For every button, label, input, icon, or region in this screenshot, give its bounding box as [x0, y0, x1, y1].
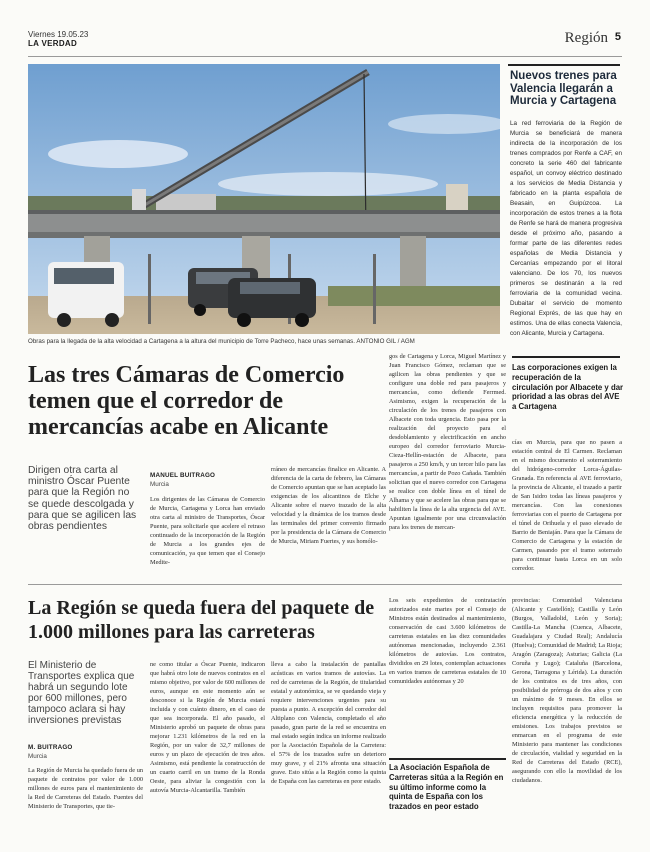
article-2-column-5: provincias: Comunidad Valenciana (Alicante y Castellón); Castilla y León (Burgos, Valladolid, León y Soria); Castilla-La Mancha (Cuenca, Albacete, Guadalajara y Ciudad Real); Andalucía (Huelva); Comunidad de Madrid; La Rioja; Aragón (Zaragoza); Asturias; Galicia (La Coruña y Lugo); Cataluña (Barcelona, Gerona, Tarragona y Lérida). La duración de los contratos es de tres años, con posibilidad de prórroga de dos años y con un máximo de 9 meses. En ellos se incluyen requisitos para promover la eficiencia energética y la reducción de emisiones. Los trabajos previstos se enmarcan en el programa de este Ministerio para mantener las condiciones de circulación, vialidad y seguridad en la Red de Carreteras del Estado (RCE), asegurando con ello la movilidad de los ciudadanos.: [512, 597, 622, 784]
header-divider: [28, 56, 622, 57]
article-1-column-3: gos de Cartagena y Lorca, Miguel Martínez y Juan Francisco Gómez, reclaman que se agilicen las obras pendientes y que se configure una doble red para pasajeros y mercancías, como defiende Ferrmed. Asimismo, exigen la recuperación de la circulación de los trenes de pasajeros con Albacete con toda urgencia. Esto pasa por la realización del proyecto para el desdoblamiento y electrificación en ancho europeo del corredor ferroviario Murcia-Cieza-Hellín-estación de Albacete, para pasajeros a 250 km/h, y un tercer hilo para las mercancías, a partir de Pozo Cañada. También solicitan que el nuevo corredor con Cartagena se realice con doble línea en el túnel de Alhama y que se acelere las obras para que se habiliten la línea de la alta urgencia del AVE. Apuntan igualmente por una circunvalación para los trenes de mercan-: [389, 353, 506, 531]
article-1-column-4: cías en Murcia, para que no pasen a estación central de El Carmen. Reclaman en el mismo documento el soterramiento del hidrógeno-corredor Lorca-Águilas-Granada. En referencia al AVE ferroviario, la provincia de Alicante, el trazado a partir de San Isidro todas las líneas pasajeros y mercancías. Con las conexiones ferroviarias con el puerto de Cartagena por el túnel de Orihuela y el paso elevado de Barrio de Beniaján. Para que la Cámara de Comercio de Cartagena y la estación de Carmen, pasando por el tramo soterrado para continuar hasta Lorca en un solo corredor.: [512, 439, 622, 572]
page-number: 5: [614, 31, 621, 43]
section-title: Región: [564, 30, 608, 46]
sidebar-headline: Nuevos trenes para Valencia llegarán a Murcia y Cartagena: [510, 70, 617, 107]
article-2-headline: La Región se queda fuera del paquete de 1.000 millones para las carreteras: [28, 597, 375, 643]
article-2-column-2: ne como titular a Óscar Puente, indicaron que habrá otro lote de nuevos contratos en el mismo objetivo, por valor de 600 millones de euros, aunque en este momento aún se desconoce si la Región de Murcia estará incluida y con cuánto dinero, en el caso de que sea incorporada. El año pasado, el Ministerio aprobó un paquete de obras para mejorar 1.231 kilómetros de la red en la Región, por un valor de 32,7 millones de euros y un plazo de ejecución de tres años. Asimismo, está pendiente la construcción de un cuarto carril en un tramo de la Ronda Oeste, para aliviar la congestión con la autovía Murcia-Alcantarilla. También: [150, 661, 265, 794]
sidebar-body: La red ferroviaria de la Región de Murcia se beneficiará de manera indirecta de la incorporación de los trenes comprados por Renfe a CAF, en concreto la serie 460 del fabricante español, un convoy eléctrico destinado a los servicios de Media Distancia y fabricado en la planta española de Beasain, en Guipúzcoa. La incorporación de estos trenes a la flota de Renfe se hará de manera progresiva desde el próximo año, pasando a formar parte de las diferentes redes españolas de Media Distancia y Cercanías empezando por el litoral valenciano. De los 70, los nuevos primeros se destinarán a la red ferroviaria de la comunidad vecina. Dubaitar el servicio de momento Regional Exprés, de las que hay en estimos. Una de ellas conecta Valencia, con Alicante, Murcia y Cartagena.: [510, 120, 622, 337]
article-divider: [28, 584, 622, 585]
article-1-deck: Dirigen otra carta al ministro Óscar Puente para que la Región no se quede descolgada y para que se agilicen las obras pendientes: [28, 465, 137, 533]
article-1-pullquote: Las corporaciones exigen la recuperación de la circulación por Albacete y dar prioridad a las obras del AVE a Cartagena: [512, 363, 624, 412]
sidebar-rule: [508, 64, 620, 66]
article-2-place: Murcia: [28, 753, 47, 760]
article-1-headline: Las tres Cámaras de Comercio temen que el corredor de mercancías acabe en Alicante: [28, 362, 345, 440]
article-1-byline: MANUEL BUITRAGO: [150, 472, 216, 479]
article-2-column-1: La Región de Murcia ha quedado fuera de un paquete de contratos por valor de 1.000 millones de euros para el mantenimiento de la Red de Carreteras del Estado. Fuentes del Ministerio de Transportes, que tie-: [28, 767, 143, 810]
article-2-deck: El Ministerio de Transportes explica que habrá un segundo lote por 600 millones, pero tampoco aclara si hay inversiones previstas: [28, 660, 135, 726]
photo-caption: Obras para la llegada de la alta velocidad a Cartagena a la altura del municipio de Torre Pacheco, hace unas semanas. ANTONIO GIL / AGM: [28, 338, 415, 345]
article-1-place: Murcia: [150, 481, 169, 488]
article-1-column-1: Los dirigentes de las Cámaras de Comercio de Murcia, Cartagena y Lorca han enviado otra carta al ministro de Transportes, Óscar Puente, para solicitarle que acelere el retraso continuado de la incorporación de la Región de Murcia a los grandes ejes de comunicación, ya que temen que el Consejo Medite-: [150, 496, 265, 566]
article-2-byline: M. BUITRAGO: [28, 744, 73, 751]
article-2-pullquote: La Asociación Española de Carreteras sitúa a la Región en su último informe como la quinta de España con los trazados en peor estado: [389, 763, 504, 812]
article-2-column-4: Los seis expedientes de contratación autorizados este martes por el Consejo de Ministros están destinados al mantenimiento, conservación de casi 3.600 kilómetros de carreteras estatales en las diez comunidades autónomas mencionadas, incluyendo 2.361 kilómetros de autovías. Los contratos, divididos en 29 lotes, contemplan actuaciones en varios tramos de carreteras estatales de 10 comunidades autónomas y 20: [389, 597, 506, 685]
article-2-column-3: lleva a cabo la instalación de pantallas acústicas en varios tramos de autovías. La red de carreteras de la Región, de titularidad estatal y autonómica, se ve quedando vieja y requiere intervenciones urgentes para su puesta a punto. A excepción del corredor del Altiplano con Valencia, completado el año pasado, gran parte de la red se encuentra en mal estado según indica un informe realizado por la Asociación Española de la Carretera: el 57% de los trazados sufre un deterioro muy grave, y el 21% afronta una situación grave. Esto sitúa a la Región como la quinta de España con las carreteras en peor estado.: [271, 661, 386, 785]
pullquote-2-rule: [389, 758, 506, 760]
pullquote-1-rule: [512, 356, 620, 358]
article-photo: [28, 64, 500, 334]
newspaper-name: LA VERDAD: [28, 39, 78, 48]
construction-crane-photo: [28, 64, 500, 334]
issue-date: Viernes 19.05.23: [28, 30, 89, 39]
article-1-column-2: rráneo de mercancías finalice en Alicante. A diferencia de la carta de febrero, las Cámaras de Comercio apuntan que se han aceptado las exigencias de los alicantinos de Elche y Alicante sobre el nuevo trazado de la alta velocidad y la dinámica de los tramos desde las terminales del primer convenio firmado por la presidencia de la Cámara de Comercio de Murcia, Miriam Fuertes, y sus homólo-: [271, 466, 386, 545]
